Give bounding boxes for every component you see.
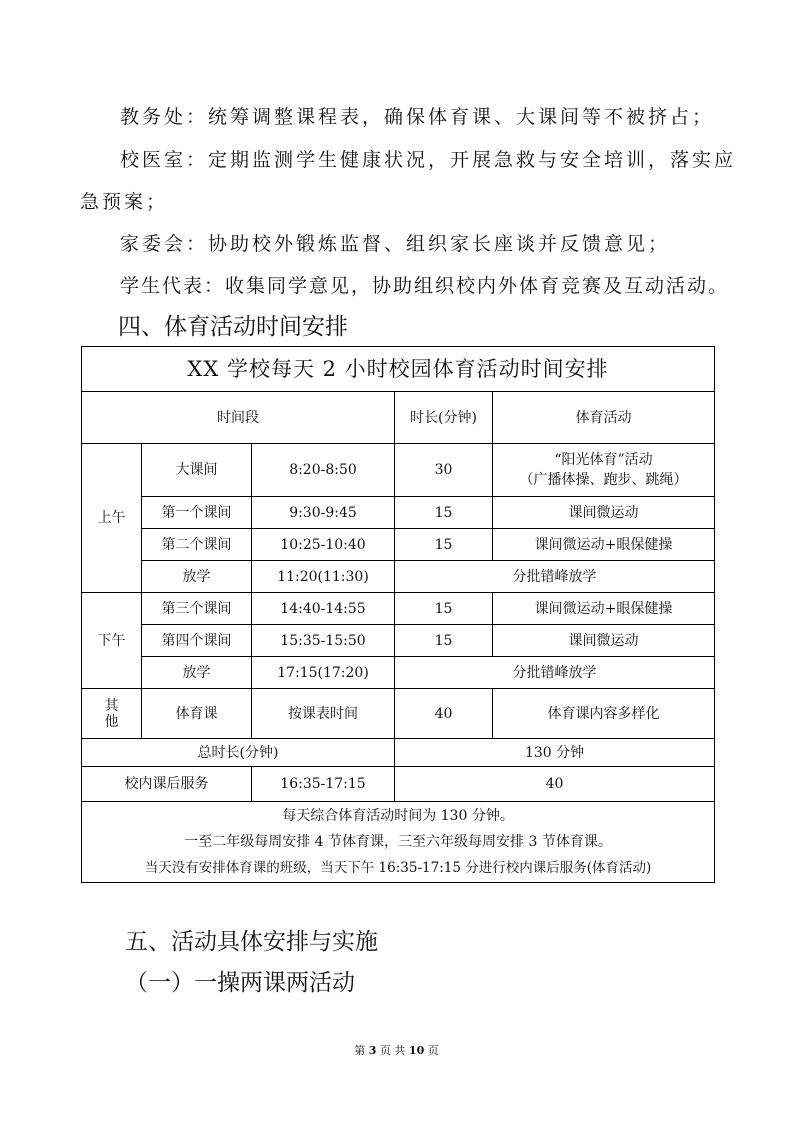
- header-activity: 体育活动: [493, 392, 715, 444]
- table-row: [82, 497, 715, 529]
- group-pm: 下午: [82, 593, 142, 689]
- row-name: 第四个课间: [142, 625, 252, 657]
- row-activity: 课间微运动+眼保健操: [493, 593, 715, 625]
- footer-prefix: 第: [354, 1044, 366, 1057]
- table-row: [82, 529, 715, 561]
- header-duration: 时长(分钟): [395, 392, 493, 444]
- table-row: [82, 444, 715, 497]
- table-row: [82, 561, 715, 593]
- row-activity: [493, 444, 715, 497]
- row-name: 放学: [142, 561, 252, 593]
- row-activity: 分批错峰放学: [395, 657, 715, 689]
- paragraph-academic-office: 教务处：统筹调整课程表，确保体育课、大课间等不被挤占；: [120, 106, 715, 128]
- row-duration: 30: [395, 444, 493, 497]
- row-time: 17:15(17:20): [252, 657, 395, 689]
- total-row: [82, 739, 715, 767]
- row-name: 大课间: [142, 444, 252, 497]
- row-duration: 15: [395, 497, 493, 529]
- row-activity: 课间微运动+眼保健操: [493, 529, 715, 561]
- page-footer: [0, 1042, 793, 1058]
- paragraph-clinic-line1: 校医室：定期监测学生健康状况，开展急救与安全培训，落实应: [120, 149, 737, 171]
- group-other-label: 其他: [104, 697, 119, 730]
- row-duration: 15: [395, 625, 493, 657]
- row-activity-line1: “阳光体育”活动: [554, 452, 653, 468]
- subsection-heading-1: （一）一操两课两活动: [125, 970, 355, 996]
- row-duration: 40: [395, 689, 493, 739]
- after-school-label: 校内课后服务: [82, 767, 252, 802]
- table-title: XX 学校每天 2 小时校园体育活动时间安排: [82, 347, 715, 392]
- row-activity: 分批错峰放学: [395, 561, 715, 593]
- row-time: 11:20(11:30): [252, 561, 395, 593]
- row-time: 10:25-10:40: [252, 529, 395, 561]
- row-activity: 课间微运动: [493, 625, 715, 657]
- total-label: 总时长(分钟): [82, 739, 395, 767]
- row-name: 体育课: [142, 689, 252, 739]
- note-line: 当天没有安排体育课的班级，当天下午 16:35-17:15 分进行校内课后服务(体育活动): [144, 860, 652, 876]
- header-period: 时间段: [82, 392, 395, 444]
- row-name: 放学: [142, 657, 252, 689]
- note-line: 每天综合体育活动时间为 130 分钟。: [282, 808, 514, 824]
- row-activity: 课间微运动: [493, 497, 715, 529]
- row-activity-line2: （广播体操、跑步、跳绳）: [519, 472, 688, 488]
- row-activity: 体育课内容多样化: [493, 689, 715, 739]
- row-name: 第一个课间: [142, 497, 252, 529]
- paragraph-clinic-line2: 急预案；: [80, 191, 169, 213]
- group-other: [82, 689, 142, 739]
- footer-page-number: 3: [368, 1044, 377, 1057]
- paragraph-parent-committee: 家委会：协助校外锻炼监督、组织家长座谈并反馈意见；: [120, 233, 671, 255]
- table-row: [82, 593, 715, 625]
- after-school-value: 40: [395, 767, 715, 802]
- footer-middle: 页 共: [379, 1044, 406, 1057]
- row-time: 14:40-14:55: [252, 593, 395, 625]
- table-row: [82, 689, 715, 739]
- row-name: 第三个课间: [142, 593, 252, 625]
- row-name: 第二个课间: [142, 529, 252, 561]
- after-school-time: 16:35-17:15: [252, 767, 395, 802]
- notes-row: [82, 802, 715, 883]
- group-am: 上午: [82, 444, 142, 593]
- schedule-table: [81, 346, 715, 883]
- row-duration: 15: [395, 593, 493, 625]
- after-school-row: [82, 767, 715, 802]
- row-time: 8:20-8:50: [252, 444, 395, 497]
- note-line: 一至二年级每周安排 4 节体育课，三至六年级每周安排 3 节体育课。: [184, 834, 612, 850]
- notes-cell: [82, 802, 715, 883]
- row-time: 按课表时间: [252, 689, 395, 739]
- table-row: [82, 625, 715, 657]
- section-heading-4: 四、体育活动时间安排: [118, 314, 348, 340]
- footer-suffix: 页: [427, 1044, 439, 1057]
- row-time: 15:35-15:50: [252, 625, 395, 657]
- row-time: 9:30-9:45: [252, 497, 395, 529]
- section-heading-5: 五、活动具体安排与实施: [125, 929, 378, 955]
- row-duration: 15: [395, 529, 493, 561]
- total-value: 130 分钟: [395, 739, 715, 767]
- table-row: [82, 657, 715, 689]
- paragraph-student-reps: 学生代表：收集同学意见，协助组织校内外体育竞赛及互动活动。: [120, 275, 730, 297]
- footer-total-pages: 10: [408, 1044, 425, 1057]
